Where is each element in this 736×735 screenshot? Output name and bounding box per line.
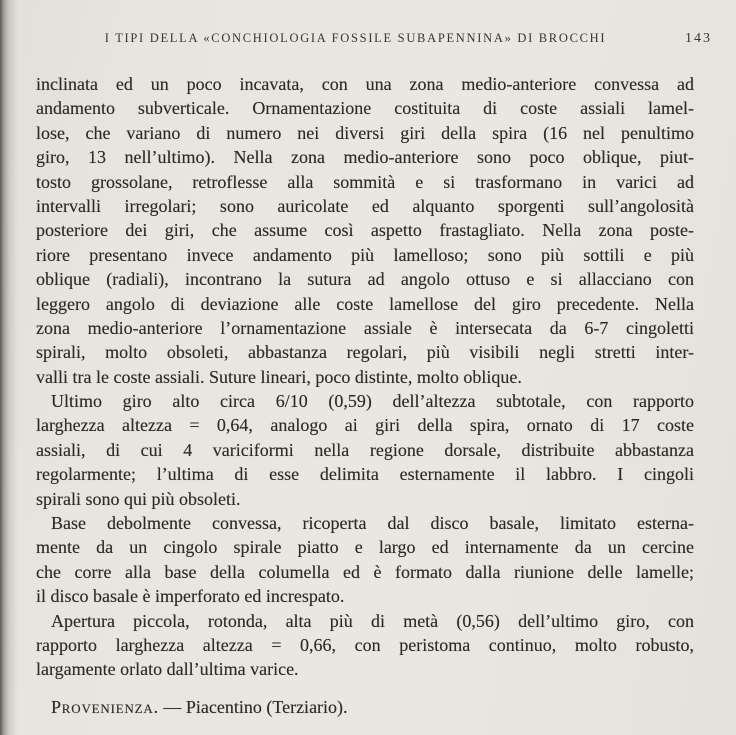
text-line: il disco basale è imperforato ed increspato.: [36, 586, 345, 607]
text-line: Base debolmente convessa, ricoperta dal disco basale, limitato esterna-: [51, 513, 694, 534]
text-line: assiali, di cui 4 variciformi nella regione dorsale, distribuite abbastanza: [36, 439, 694, 460]
text-line: zona medio-anteriore l’ornamentazione assiale è intersecata da 6-7 cingoletti: [36, 317, 694, 338]
text-line: mente da un cingolo spirale piatto e largo ed internamente da un cercine: [36, 537, 694, 558]
paragraph-4: [36, 609, 694, 682]
provenance-label: Provenienza.: [51, 696, 159, 717]
text-line: Ultimo giro alto circa 6/10 (0,59) dell’altezza subtotale, con rapporto: [51, 391, 694, 412]
text-line: spirali sono qui più obsoleti.: [36, 488, 241, 509]
text-line: leggero angolo di deviazione alle coste lamellose del giro precedente. Nella: [36, 293, 694, 314]
text-line: posteriore dei giri, che assume così aspetto frastagliato. Nella zona poste-: [36, 220, 694, 241]
paragraph-1: [36, 72, 694, 389]
text-line: rapporto larghezza altezza = 0,66, con peristoma continuo, molto robusto,: [36, 634, 694, 655]
provenance-line: [36, 695, 694, 719]
paragraph-3: [36, 511, 694, 609]
provenance-paragraph: [36, 695, 694, 719]
text-line: inclinata ed un poco incavata, con una zona medio-anteriore convessa ad: [36, 74, 694, 94]
text-line: tosto grossolane, retroflesse alla sommità e si trasformano in varici ad: [36, 171, 694, 192]
text-line: riore presentano invece andamento più lamelloso; sono più sottili e più: [36, 244, 694, 265]
text-line: spirali, molto obsoleti, abbastanza regolari, più visibili negli stretti inter-: [36, 342, 694, 363]
text-column: [36, 72, 694, 719]
text-line: valli tra le coste assiali. Suture lineari, poco distinte, molto oblique.: [36, 366, 522, 387]
scan-edge-shadow: [0, 0, 18, 735]
provenance-text: — Piacentino (Terziario).: [158, 696, 348, 717]
text-line: largamente orlato dall’ultima varice.: [36, 659, 299, 680]
text-line: larghezza altezza = 0,64, analogo ai giri della spira, ornato di 17 coste: [36, 415, 694, 436]
chapter-title: I TIPI DELLA «CONCHIOLOGIA FOSSILE SUBAPENNINA» DI BROCCHI: [104, 31, 607, 45]
text-line: lose, che variano di numero nei diversi giri della spira (16 nel penultimo: [36, 122, 694, 143]
running-header: [36, 31, 712, 47]
text-line: intervalli irregolari; sono auricolate ed alquanto sporgenti sull’angolosità: [36, 195, 694, 216]
text-line: che corre alla base della columella ed è formato dalla riunione delle lamelle;: [36, 561, 694, 582]
text-line: oblique (radiali), incontrano la sutura ad angolo ottuso e si allacciano con: [36, 269, 694, 290]
text-line: Apertura piccola, rotonda, alta più di metà (0,56) dell’ultimo giro, con: [51, 610, 694, 631]
paragraph-2: [36, 389, 694, 511]
text-line: andamento subverticale. Ornamentazione costituita di coste assiali lamel-: [36, 98, 694, 119]
text-line: giro, 13 nell’ultimo). Nella zona medio-anteriore sono poco oblique, piut-: [36, 147, 694, 168]
text-line: regolarmente; l’ultima di esse delimita esternamente il labbro. I cingoli: [36, 464, 694, 485]
page-number: 143: [685, 31, 712, 46]
